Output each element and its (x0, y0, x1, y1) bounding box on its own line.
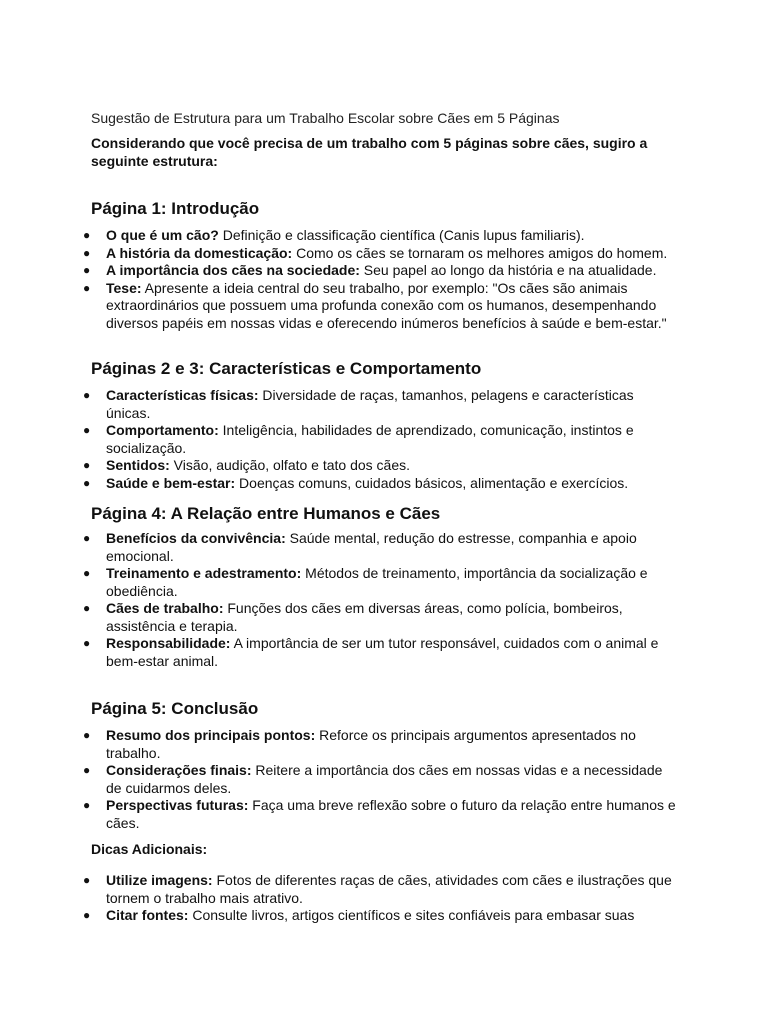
section-list-paginas-2-3 (0, 387, 680, 492)
document-title: Sugestão de Estrutura para um Trabalho Escolar sobre Cães em 5 Páginas (91, 110, 560, 126)
bullet-icon: ● (83, 908, 91, 922)
bullet-icon: ● (83, 458, 91, 472)
section-list-pagina-5 (0, 727, 680, 832)
item-text: Como os cães se tornaram os melhores amigos do homem. (292, 244, 668, 261)
item-term: Treinamento e adestramento: (106, 565, 302, 581)
item-text: Definição e classificação científica (Canis lupus familiaris). (218, 227, 585, 243)
item-text: Consulte livros, artigos científicos e sites confiáveis para embasar suas (188, 907, 635, 923)
list-item (0, 227, 680, 245)
bullet-icon: ● (83, 636, 91, 650)
item-term: A história da domesticação: (106, 244, 293, 261)
list-item (0, 262, 680, 280)
item-term: Utilize imagens: (106, 872, 213, 888)
bullet-icon: ● (83, 280, 91, 295)
item-term: Resumo dos principais pontos: (106, 727, 316, 743)
item-term: Sentidos: (106, 457, 170, 473)
item-text: Doenças comuns, cuidados básicos, alimentação e exercícios. (235, 474, 629, 491)
list-item (0, 762, 680, 797)
dicas-label: Dicas Adicionais: (91, 841, 208, 857)
item-text: Reforce os principais argumentos apresentados no trabalho. (106, 727, 636, 761)
bullet-icon: ● (83, 566, 91, 580)
list-item (0, 475, 680, 493)
list-item (0, 565, 680, 600)
bullet-icon: ● (83, 601, 91, 615)
item-text: A importância de ser um tutor responsável, cuidados com o animal e bem-estar animal. (106, 635, 659, 669)
item-text: Reitere a importância dos cães em nossas vidas e a necessidade de cuidarmos deles. (106, 762, 663, 796)
item-text: Fotos de diferentes raças de cães, atividades com cães e ilustrações que tornem o trabalho mais atrativo. (106, 872, 672, 906)
item-text: Apresente a ideia central do seu trabalho, por exemplo: "Os cães são animais extraordinários que possuem uma profunda conexão com os humanos, desempenhando diversos papéis em nossas vidas e oferecendo inúmeros benefícios à saúde e bem-estar." (106, 279, 667, 331)
item-term: Tese: (106, 279, 142, 296)
section-heading-pagina-1: Página 1: Introdução (91, 199, 260, 218)
bullet-icon: ● (83, 245, 91, 260)
item-term: Perspectivas futuras: (106, 797, 249, 813)
list-item (0, 600, 680, 635)
bullet-icon: ● (83, 228, 91, 242)
list-item (0, 797, 680, 832)
item-term: Citar fontes: (106, 907, 189, 923)
item-term: Comportamento: (106, 422, 219, 438)
bullet-icon: ● (83, 873, 91, 887)
item-text: Métodos de treinamento, importância da socialização e obediência. (106, 565, 648, 599)
item-term: Características físicas: (106, 387, 259, 403)
item-term: Cães de trabalho: (106, 600, 224, 616)
item-term: O que é um cão? (106, 227, 219, 243)
section-heading-pagina-4: Página 4: A Relação entre Humanos e Cães (91, 504, 441, 523)
section-list-pagina-1 (0, 227, 680, 332)
item-text: Inteligência, habilidades de aprendizado, comunicação, instintos e socialização. (106, 422, 634, 456)
bullet-icon: ● (83, 263, 91, 277)
section-heading-paginas-2-3: Páginas 2 e 3: Características e Comportamento (91, 359, 482, 378)
item-term: Responsabilidade: (106, 635, 231, 651)
bullet-icon: ● (83, 475, 91, 490)
list-item (0, 387, 680, 422)
item-term: Benefícios da convivência: (106, 530, 286, 546)
bullet-icon: ● (83, 531, 91, 545)
item-term: A importância dos cães na sociedade: (106, 262, 360, 278)
item-text: Visão, audição, olfato e tato dos cães. (169, 457, 411, 473)
list-item (0, 907, 680, 925)
item-text: Seu papel ao longo da história e na atualidade. (359, 262, 657, 278)
item-text: Saúde mental, redução do estresse, companhia e apoio emocional. (106, 530, 637, 564)
list-item (0, 727, 680, 762)
list-item (0, 245, 680, 263)
bullet-icon: ● (83, 798, 91, 812)
bullet-icon: ● (83, 388, 91, 402)
item-text: Diversidade de raças, tamanhos, pelagens e características únicas. (106, 387, 634, 421)
list-item (0, 457, 680, 475)
list-item (0, 635, 680, 670)
intro-paragraph: Considerando que você precisa de um trabalho com 5 páginas sobre cães, sugiro a seguinte estrutura: (91, 135, 648, 169)
item-text: Funções dos cães em diversas áreas, como polícia, bombeiros, assistência e terapia. (106, 600, 623, 634)
bullet-icon: ● (83, 423, 91, 437)
section-heading-pagina-5: Página 5: Conclusão (91, 699, 259, 718)
list-item (0, 280, 680, 333)
item-text: Faça uma breve reflexão sobre o futuro da relação entre humanos e cães. (106, 797, 676, 831)
section-list-pagina-4 (0, 530, 680, 670)
item-term: Considerações finais: (106, 762, 252, 778)
bullet-icon: ● (83, 728, 91, 742)
list-item (0, 422, 680, 457)
list-item (0, 872, 680, 907)
bullet-icon: ● (83, 763, 91, 777)
list-item (0, 530, 680, 565)
item-term: Saúde e bem-estar: (106, 474, 236, 491)
dicas-list (0, 872, 680, 925)
